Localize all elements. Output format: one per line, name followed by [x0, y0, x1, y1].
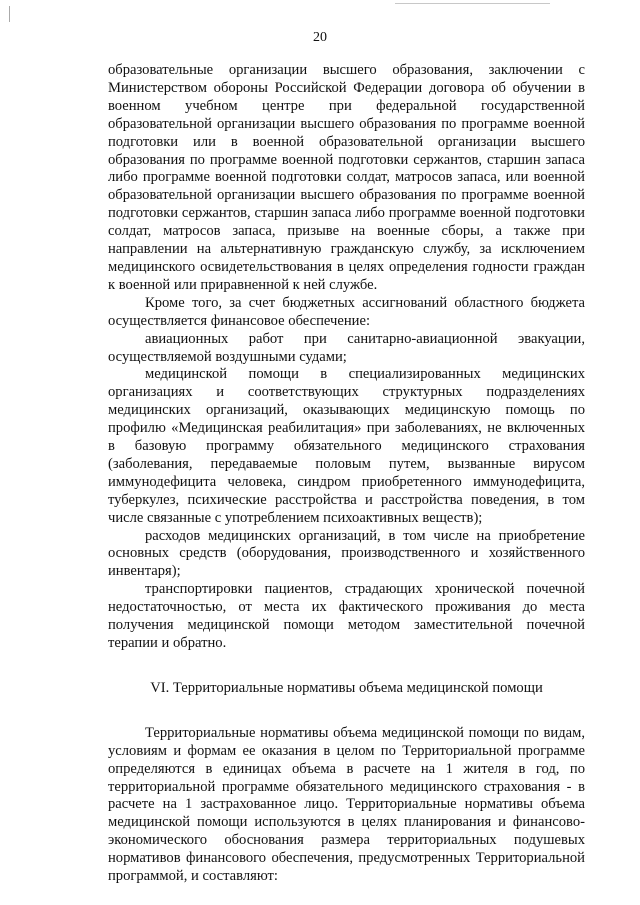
paragraph-continuation: образовательные организации высшего образования, заключении с Министерством обороны Российской Федерации договора об обучении в военном учебном центре при федеральной государственной образовательной организации высшего образования по программе военной подготовки или в военной образовательной организации высшего образования по программе военной подготовки сержантов, старшин запаса либо программе военной подготовки солдат, матросов запаса, или военной образовательной организации высшего образования по программе военной подготовки сержантов, старшин запаса либо программе военной подготовки солдат, матросов запаса, призыве на военные сборы, а также при направлении на альтернативную гражданскую службу, за исключением медицинского освидетельствования в целях определения годности граждан к военной или приравненной к ней службе.: [108, 62, 585, 293]
paragraph-additional-funding: Кроме того, за счет бюджетных ассигнований областного бюджета осуществляется финансовое обеспечение:: [108, 294, 585, 329]
list-item-specialized-care: медицинской помощи в специализированных медицинских организациях и соответствующих структурных подразделениях медицинских организаций, оказывающих медицинскую помощь по профилю «Медицинская реабилитация» при заболеваниях, не включенных в базовую программу обязательного медицинского страхования (заболевания, передаваемые половым путем, вызванные вирусом иммунодефицита человека, синдром приобретенного иммунодефицита, туберкулез, психические расстройства и расстройства поведения, в том числе связанные с употреблением психоактивных веществ);: [108, 366, 585, 526]
section-heading: VI. Территориальные нормативы объема медицинской помощи: [150, 679, 543, 696]
scan-line-top: [395, 3, 550, 4]
list-item-air-evacuation: авиационных работ при санитарно-авиационной эвакуации, осуществляемой воздушными судами;: [108, 330, 585, 365]
document-body: [108, 62, 585, 886]
page-number: 20: [313, 30, 327, 45]
paragraph-territorial-norms: Территориальные нормативы объема медицинской помощи по видам, условиям и формам ее оказания в целом по Территориальной программе определяются в единицах объема в расчете на 1 жителя в год, по территориальной программе обязательного медицинского страхования - в расчете на 1 застрахованное лицо. Территориальные нормативы объема медицинской помощи используются в целях планирования и финансово-экономического обоснования размера территориальных подушевых нормативов финансового обеспечения, предусмотренных Территориальной программой, и составляют:: [108, 724, 585, 885]
list-item-patient-transport: транспортировки пациентов, страдающих хронической почечной недостаточностью, от места их фактического проживания до места получения медицинской помощи методом заместительной почечной терапии и обратно.: [108, 581, 585, 651]
scan-tick-left: [9, 6, 10, 22]
list-item-equipment-expenses: расходов медицинских организаций, в том числе на приобретение основных средств (оборудования, производственного и хозяйственного инвентаря);: [108, 527, 585, 580]
